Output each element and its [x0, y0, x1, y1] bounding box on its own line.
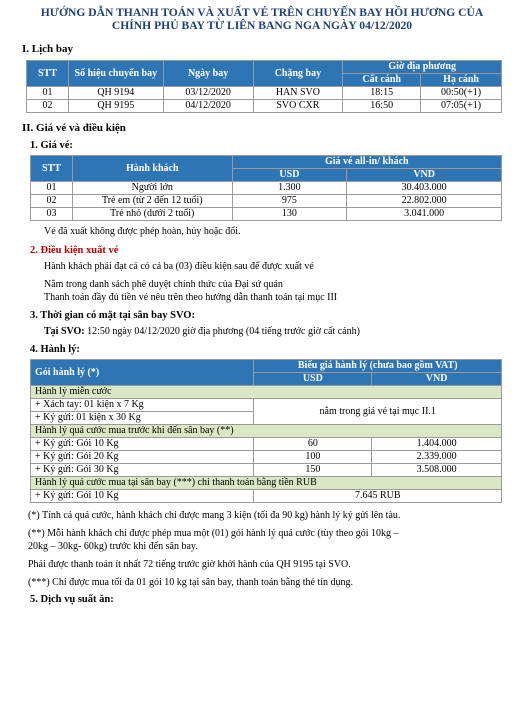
cell: 3.041.000 [347, 208, 502, 221]
fare-table [30, 155, 502, 221]
col-bag-price: Biểu giá hành lý (chưa bao gồm VAT) [254, 360, 502, 373]
table-row [31, 451, 502, 464]
baggage-table [30, 359, 502, 503]
cell: 02 [31, 195, 73, 208]
col-package: Gói hành lý (*) [31, 360, 254, 386]
cell: HAN SVO [253, 87, 343, 100]
col-vnd: VND [347, 169, 502, 182]
checkin-time-text: 12:50 ngày 04/12/2020 giờ địa phương (04 tiếng trước giờ cất cánh) [87, 326, 360, 337]
col-usd: USD [254, 373, 372, 386]
cell: + Ký gửi: 01 kiện x 30 Kg [31, 412, 254, 425]
cell: Trẻ em (từ 2 đến 12 tuổi) [72, 195, 232, 208]
cell: 150 [254, 464, 372, 477]
col-route: Chặng bay [253, 61, 343, 87]
col-price: Giá vé all-in/ khách [232, 156, 501, 169]
cell: + Ký gửi: Gói 10 Kg [31, 490, 254, 503]
group-row [31, 386, 502, 399]
cell: 130 [232, 208, 347, 221]
meal-service-heading: 5. Dịch vụ suất ăn: [30, 594, 114, 605]
section-fare-heading: II. Giá vé và điều kiện [22, 122, 126, 134]
col-arr: Hạ cánh [421, 74, 502, 87]
checkin-time-label: Tại SVO: [44, 326, 85, 337]
checkin-time [44, 325, 502, 338]
cell: nằm trong giá vé tại mục II.1 [254, 399, 502, 425]
cell: 1.300 [232, 182, 347, 195]
cell: 100 [254, 451, 372, 464]
baggage-note-3: Phải được thanh toán ít nhất 72 tiếng trước giờ khởi hành của QH 9195 tại SVO. [28, 559, 351, 570]
table-row [27, 100, 502, 113]
title-line-2: CHÍNH PHỦ BAY TỪ LIÊN BANG NGA NGÀY 04/12/2020 [111, 19, 413, 32]
condition-2: Thanh toán đầy đủ tiền vé nêu trên theo hướng dẫn thanh toán tại mục III [44, 292, 338, 303]
group-row [31, 425, 502, 438]
cell: 02 [27, 100, 69, 113]
table-row [31, 464, 502, 477]
condition-1: Nằm trong danh sách phê duyệt chính thức của Đại sứ quán [44, 279, 283, 290]
table-row [31, 195, 502, 208]
cell: 00:50(+1) [421, 87, 502, 100]
cell: QH 9195 [68, 100, 163, 113]
conditions-heading: 2. Điều kiện xuất vé [30, 245, 119, 256]
cell: 03/12/2020 [163, 87, 253, 100]
col-stt: STT [27, 61, 69, 87]
col-date: Ngày bay [163, 61, 253, 87]
table-row [31, 182, 502, 195]
cell: QH 9194 [68, 87, 163, 100]
cell: 03 [31, 208, 73, 221]
cell: 60 [254, 438, 372, 451]
table-row [31, 208, 502, 221]
cell: SVO CXR [253, 100, 343, 113]
table-row [31, 438, 502, 451]
col-flight: Số hiệu chuyến bay [68, 61, 163, 87]
baggage-note-2b: 20kg – 30kg- 60kg) trước khi đến sân bay. [28, 541, 198, 552]
cell: + Xách tay: 01 kiện x 7 Kg [31, 399, 254, 412]
group-row [31, 477, 502, 490]
cell: 2.339.000 [372, 451, 502, 464]
col-stt: STT [31, 156, 73, 182]
cell: 01 [27, 87, 69, 100]
cell: 975 [232, 195, 347, 208]
conditions-intro: Hành khách phải đạt cả có cả ba (03) điều kiện sau để được xuất vé [44, 261, 314, 272]
table-row [31, 399, 502, 412]
page-title [22, 6, 502, 32]
baggage-heading: 4. Hành lý: [30, 344, 80, 355]
section-schedule-heading: I. Lịch bay [22, 43, 74, 55]
cell: Hành lý miễn cước [31, 386, 502, 399]
cell: 18:15 [343, 87, 421, 100]
table-row [27, 87, 502, 100]
baggage-note-1: (*) Tính cả quá cước, hành khách chỉ được mang 3 kiện (tối đa 90 kg) hành lý ký gửi lên tàu. [28, 510, 401, 521]
col-usd: USD [232, 169, 347, 182]
checkin-time-heading: 3. Thời gian có mặt tại sân bay SVO: [30, 310, 195, 321]
cell: 01 [31, 182, 73, 195]
cell: + Ký gửi: Gói 10 Kg [31, 438, 254, 451]
baggage-note-2a: (**) Mỗi hành khách chỉ được phép mua một (01) gói hành lý quá cước (tùy theo gói 10kg – [28, 528, 399, 539]
title-line-1: HƯỚNG DẪN THANH TOÁN VÀ XUẤT VÉ TRÊN CHUYẾN BAY HỒI HƯƠNG CỦA [40, 6, 484, 19]
fare-note: Vé đã xuất không được phép hoàn, hủy hoặc đổi. [44, 226, 241, 237]
baggage-note-4: (***) Chỉ được mua tối đa 01 gói 10 kg tại sân bay, thanh toán bằng thẻ tín dụng. [28, 577, 354, 588]
col-pax: Hành khách [72, 156, 232, 182]
fare-subheading: 1. Giá vé: [30, 140, 73, 151]
table-row [31, 490, 502, 503]
cell: 04/12/2020 [163, 100, 253, 113]
cell: 22.802.000 [347, 195, 502, 208]
col-dep: Cất cánh [343, 74, 421, 87]
cell: 7.645 RUB [254, 490, 502, 503]
cell: Người lớn [72, 182, 232, 195]
cell: Hành lý quá cước mua tại sân bay (***) chỉ thanh toán bằng tiền RUB [31, 477, 502, 490]
cell: 30.403.000 [347, 182, 502, 195]
cell: + Ký gửi: Gói 20 Kg [31, 451, 254, 464]
cell: Trẻ nhỏ (dưới 2 tuổi) [72, 208, 232, 221]
cell: Hành lý quá cước mua trước khi đến sân bay (**) [31, 425, 502, 438]
cell: 16:50 [343, 100, 421, 113]
cell: 07:05(+1) [421, 100, 502, 113]
flight-schedule-table [26, 60, 502, 113]
cell: 1.404.000 [372, 438, 502, 451]
col-local-time: Giờ địa phương [343, 61, 502, 74]
cell: + Ký gửi: Gói 30 Kg [31, 464, 254, 477]
cell: 3.508.000 [372, 464, 502, 477]
col-vnd: VND [372, 373, 502, 386]
